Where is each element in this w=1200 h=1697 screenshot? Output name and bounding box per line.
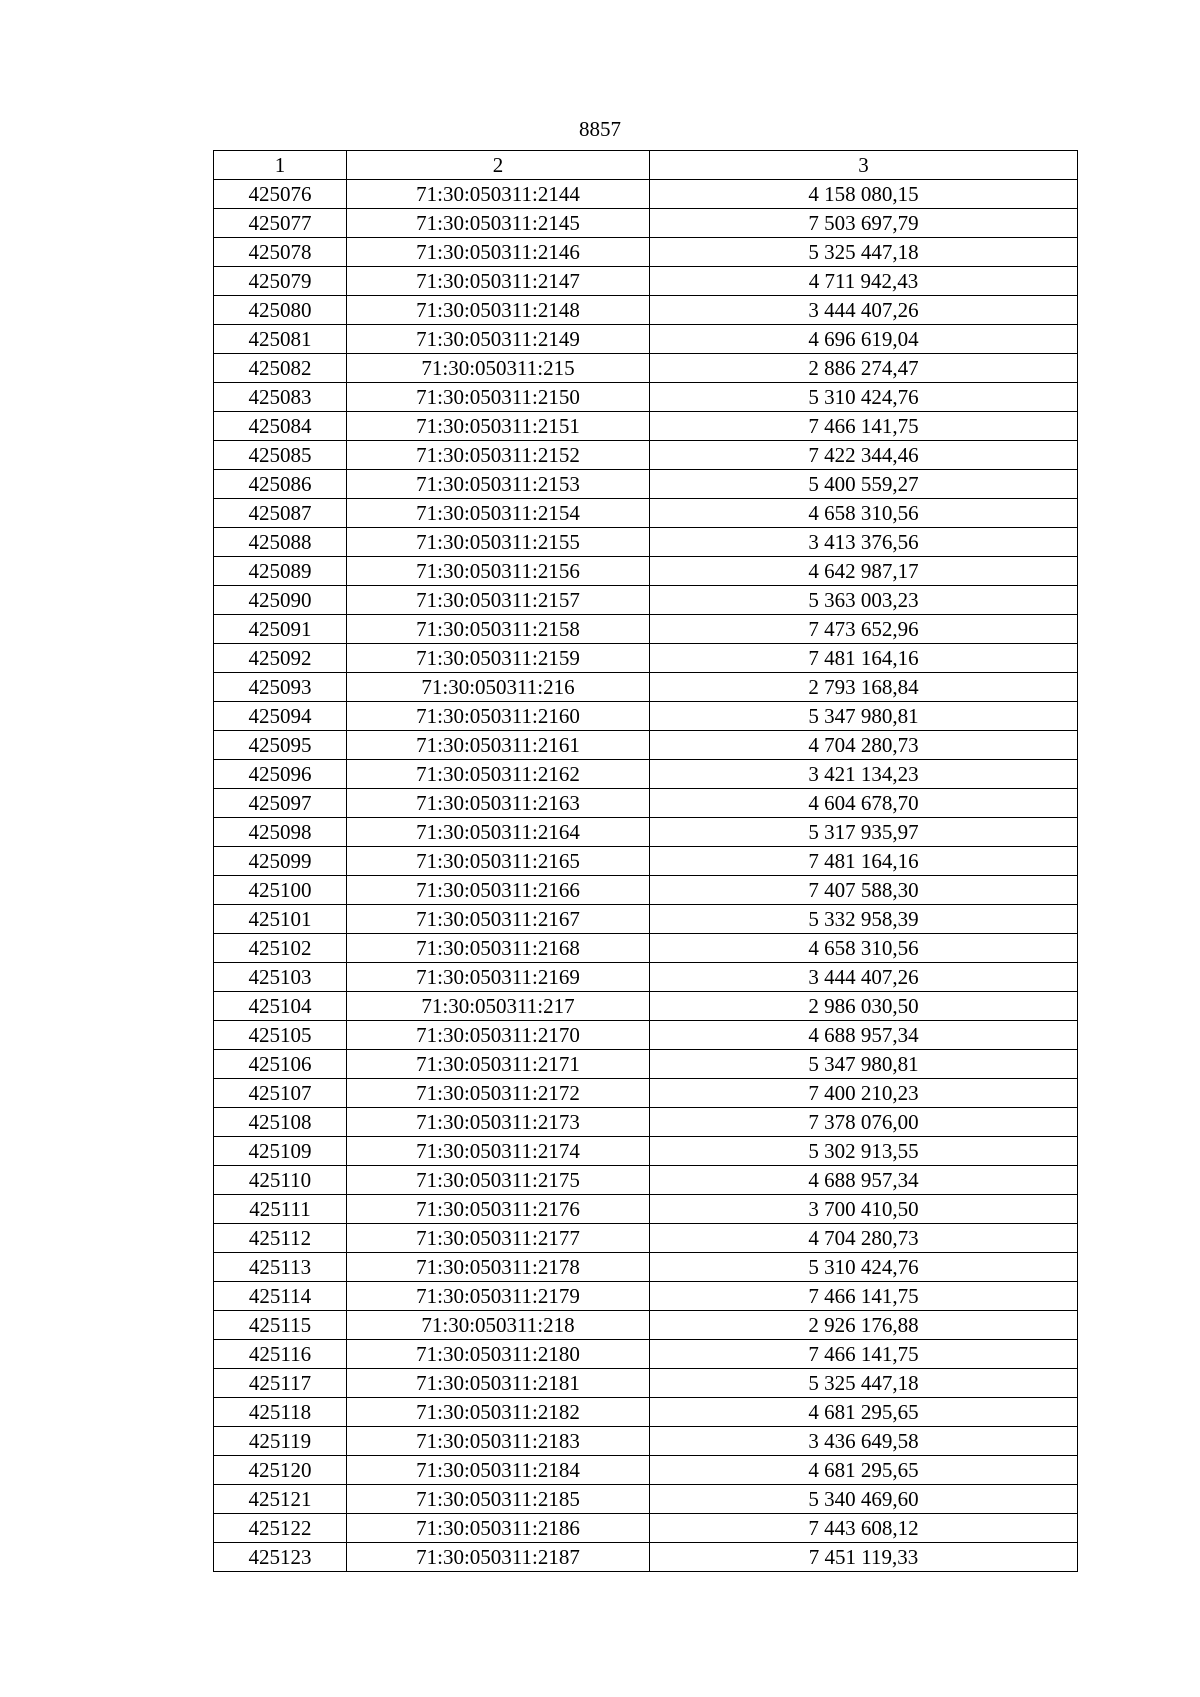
cadastral-number-cell: 71:30:050311:2183 <box>347 1427 650 1456</box>
cadastral-number-cell: 71:30:050311:2167 <box>347 905 650 934</box>
table-row <box>214 180 1078 209</box>
table-row <box>214 1340 1078 1369</box>
table-row <box>214 557 1078 586</box>
value-cell: 4 688 957,34 <box>650 1166 1078 1195</box>
table-row <box>214 702 1078 731</box>
cadastral-number-cell: 71:30:050311:2152 <box>347 441 650 470</box>
row-number-cell: 425077 <box>214 209 347 238</box>
cadastral-number-cell: 71:30:050311:2187 <box>347 1543 650 1572</box>
row-number-cell: 425085 <box>214 441 347 470</box>
row-number-cell: 425096 <box>214 760 347 789</box>
table-row <box>214 789 1078 818</box>
cadastral-number-cell: 71:30:050311:2178 <box>347 1253 650 1282</box>
value-cell: 7 503 697,79 <box>650 209 1078 238</box>
cadastral-number-cell: 71:30:050311:2172 <box>347 1079 650 1108</box>
table-row <box>214 209 1078 238</box>
data-table <box>213 150 1078 1572</box>
row-number-cell: 425093 <box>214 673 347 702</box>
row-number-cell: 425092 <box>214 644 347 673</box>
value-cell: 4 658 310,56 <box>650 499 1078 528</box>
cadastral-number-cell: 71:30:050311:2147 <box>347 267 650 296</box>
cadastral-number-cell: 71:30:050311:2162 <box>347 760 650 789</box>
row-number-cell: 425098 <box>214 818 347 847</box>
value-cell: 7 481 164,16 <box>650 847 1078 876</box>
table-row <box>214 1224 1078 1253</box>
table-row <box>214 296 1078 325</box>
table-row <box>214 760 1078 789</box>
value-cell: 4 704 280,73 <box>650 1224 1078 1253</box>
cadastral-number-cell: 71:30:050311:215 <box>347 354 650 383</box>
value-cell: 5 347 980,81 <box>650 1050 1078 1079</box>
table-row <box>214 1543 1078 1572</box>
table-row <box>214 992 1078 1021</box>
table-row <box>214 847 1078 876</box>
value-cell: 7 443 608,12 <box>650 1514 1078 1543</box>
row-number-cell: 425091 <box>214 615 347 644</box>
cadastral-number-cell: 71:30:050311:2155 <box>347 528 650 557</box>
value-cell: 5 347 980,81 <box>650 702 1078 731</box>
value-cell: 4 642 987,17 <box>650 557 1078 586</box>
cadastral-number-cell: 71:30:050311:2158 <box>347 615 650 644</box>
value-cell: 3 444 407,26 <box>650 296 1078 325</box>
value-cell: 4 158 080,15 <box>650 180 1078 209</box>
table-row <box>214 731 1078 760</box>
table-row <box>214 499 1078 528</box>
value-cell: 7 473 652,96 <box>650 615 1078 644</box>
cadastral-number-cell: 71:30:050311:2166 <box>347 876 650 905</box>
value-cell: 7 466 141,75 <box>650 412 1078 441</box>
cadastral-number-cell: 71:30:050311:216 <box>347 673 650 702</box>
row-number-cell: 425118 <box>214 1398 347 1427</box>
value-cell: 5 310 424,76 <box>650 383 1078 412</box>
row-number-cell: 425108 <box>214 1108 347 1137</box>
table-row <box>214 586 1078 615</box>
cadastral-number-cell: 71:30:050311:2154 <box>347 499 650 528</box>
table-row <box>214 470 1078 499</box>
value-cell: 4 696 619,04 <box>650 325 1078 354</box>
value-cell: 3 700 410,50 <box>650 1195 1078 1224</box>
table-row <box>214 1427 1078 1456</box>
row-number-cell: 425115 <box>214 1311 347 1340</box>
value-cell: 7 400 210,23 <box>650 1079 1078 1108</box>
row-number-cell: 425103 <box>214 963 347 992</box>
cadastral-number-cell: 71:30:050311:2164 <box>347 818 650 847</box>
row-number-cell: 425094 <box>214 702 347 731</box>
table-header-row <box>214 151 1078 180</box>
cadastral-number-cell: 71:30:050311:2144 <box>347 180 650 209</box>
row-number-cell: 425079 <box>214 267 347 296</box>
row-number-cell: 425123 <box>214 1543 347 1572</box>
cadastral-number-cell: 71:30:050311:2173 <box>347 1108 650 1137</box>
cadastral-number-cell: 71:30:050311:217 <box>347 992 650 1021</box>
table-row <box>214 1282 1078 1311</box>
row-number-cell: 425080 <box>214 296 347 325</box>
column-header-3: 3 <box>650 151 1078 180</box>
row-number-cell: 425121 <box>214 1485 347 1514</box>
row-number-cell: 425102 <box>214 934 347 963</box>
cadastral-number-cell: 71:30:050311:2148 <box>347 296 650 325</box>
table-row <box>214 963 1078 992</box>
value-cell: 5 325 447,18 <box>650 1369 1078 1398</box>
value-cell: 4 681 295,65 <box>650 1398 1078 1427</box>
cadastral-number-cell: 71:30:050311:2145 <box>347 209 650 238</box>
row-number-cell: 425117 <box>214 1369 347 1398</box>
value-cell: 4 681 295,65 <box>650 1456 1078 1485</box>
value-cell: 2 986 030,50 <box>650 992 1078 1021</box>
table-row <box>214 238 1078 267</box>
cadastral-number-cell: 71:30:050311:2157 <box>347 586 650 615</box>
value-cell: 4 711 942,43 <box>650 267 1078 296</box>
value-cell: 4 704 280,73 <box>650 731 1078 760</box>
row-number-cell: 425081 <box>214 325 347 354</box>
cadastral-number-cell: 71:30:050311:2151 <box>347 412 650 441</box>
table-row <box>214 354 1078 383</box>
row-number-cell: 425114 <box>214 1282 347 1311</box>
value-cell: 7 481 164,16 <box>650 644 1078 673</box>
column-header-2: 2 <box>347 151 650 180</box>
row-number-cell: 425106 <box>214 1050 347 1079</box>
table-body <box>214 180 1078 1572</box>
table-row <box>214 528 1078 557</box>
column-header-1: 1 <box>214 151 347 180</box>
cadastral-number-cell: 71:30:050311:2146 <box>347 238 650 267</box>
cadastral-number-cell: 71:30:050311:2171 <box>347 1050 650 1079</box>
row-number-cell: 425116 <box>214 1340 347 1369</box>
row-number-cell: 425113 <box>214 1253 347 1282</box>
value-cell: 4 604 678,70 <box>650 789 1078 818</box>
row-number-cell: 425119 <box>214 1427 347 1456</box>
page-number: 8857 <box>579 117 621 141</box>
row-number-cell: 425086 <box>214 470 347 499</box>
row-number-cell: 425087 <box>214 499 347 528</box>
row-number-cell: 425088 <box>214 528 347 557</box>
row-number-cell: 425095 <box>214 731 347 760</box>
row-number-cell: 425105 <box>214 1021 347 1050</box>
row-number-cell: 425122 <box>214 1514 347 1543</box>
row-number-cell: 425082 <box>214 354 347 383</box>
row-number-cell: 425109 <box>214 1137 347 1166</box>
table-row <box>214 1253 1078 1282</box>
table-row <box>214 1108 1078 1137</box>
row-number-cell: 425078 <box>214 238 347 267</box>
cadastral-number-cell: 71:30:050311:2179 <box>347 1282 650 1311</box>
row-number-cell: 425099 <box>214 847 347 876</box>
table-row <box>214 876 1078 905</box>
row-number-cell: 425107 <box>214 1079 347 1108</box>
cadastral-number-cell: 71:30:050311:2156 <box>347 557 650 586</box>
value-cell: 4 688 957,34 <box>650 1021 1078 1050</box>
table-row <box>214 1369 1078 1398</box>
value-cell: 7 451 119,33 <box>650 1543 1078 1572</box>
table-row <box>214 1311 1078 1340</box>
row-number-cell: 425100 <box>214 876 347 905</box>
cadastral-number-cell: 71:30:050311:2159 <box>347 644 650 673</box>
row-number-cell: 425083 <box>214 383 347 412</box>
cadastral-number-cell: 71:30:050311:2160 <box>347 702 650 731</box>
table-row <box>214 934 1078 963</box>
cadastral-number-cell: 71:30:050311:2174 <box>347 1137 650 1166</box>
cadastral-number-cell: 71:30:050311:2163 <box>347 789 650 818</box>
cadastral-number-cell: 71:30:050311:2169 <box>347 963 650 992</box>
cadastral-number-cell: 71:30:050311:2176 <box>347 1195 650 1224</box>
row-number-cell: 425104 <box>214 992 347 1021</box>
value-cell: 3 444 407,26 <box>650 963 1078 992</box>
table-row <box>214 1166 1078 1195</box>
row-number-cell: 425076 <box>214 180 347 209</box>
value-cell: 4 658 310,56 <box>650 934 1078 963</box>
value-cell: 2 793 168,84 <box>650 673 1078 702</box>
table-row <box>214 412 1078 441</box>
table-row <box>214 644 1078 673</box>
table-row <box>214 1021 1078 1050</box>
value-cell: 7 407 588,30 <box>650 876 1078 905</box>
value-cell: 3 436 649,58 <box>650 1427 1078 1456</box>
value-cell: 7 422 344,46 <box>650 441 1078 470</box>
row-number-cell: 425084 <box>214 412 347 441</box>
cadastral-number-cell: 71:30:050311:2186 <box>347 1514 650 1543</box>
table-row <box>214 1456 1078 1485</box>
row-number-cell: 425097 <box>214 789 347 818</box>
table-row <box>214 267 1078 296</box>
value-cell: 7 378 076,00 <box>650 1108 1078 1137</box>
table-row <box>214 441 1078 470</box>
table-row <box>214 325 1078 354</box>
row-number-cell: 425112 <box>214 1224 347 1253</box>
value-cell: 7 466 141,75 <box>650 1282 1078 1311</box>
row-number-cell: 425110 <box>214 1166 347 1195</box>
value-cell: 5 302 913,55 <box>650 1137 1078 1166</box>
value-cell: 5 332 958,39 <box>650 905 1078 934</box>
row-number-cell: 425120 <box>214 1456 347 1485</box>
row-number-cell: 425089 <box>214 557 347 586</box>
value-cell: 2 886 274,47 <box>650 354 1078 383</box>
cadastral-number-cell: 71:30:050311:2168 <box>347 934 650 963</box>
value-cell: 5 340 469,60 <box>650 1485 1078 1514</box>
table-row <box>214 1050 1078 1079</box>
value-cell: 2 926 176,88 <box>650 1311 1078 1340</box>
cadastral-number-cell: 71:30:050311:2153 <box>347 470 650 499</box>
value-cell: 5 325 447,18 <box>650 238 1078 267</box>
cadastral-number-cell: 71:30:050311:2170 <box>347 1021 650 1050</box>
value-cell: 5 317 935,97 <box>650 818 1078 847</box>
cadastral-number-cell: 71:30:050311:2149 <box>347 325 650 354</box>
cadastral-number-cell: 71:30:050311:2150 <box>347 383 650 412</box>
row-number-cell: 425111 <box>214 1195 347 1224</box>
cadastral-number-cell: 71:30:050311:2182 <box>347 1398 650 1427</box>
cadastral-number-cell: 71:30:050311:2177 <box>347 1224 650 1253</box>
table-row <box>214 818 1078 847</box>
value-cell: 5 400 559,27 <box>650 470 1078 499</box>
table-row <box>214 615 1078 644</box>
cadastral-number-cell: 71:30:050311:2181 <box>347 1369 650 1398</box>
table-row <box>214 383 1078 412</box>
table-row <box>214 1195 1078 1224</box>
value-cell: 3 421 134,23 <box>650 760 1078 789</box>
cadastral-number-cell: 71:30:050311:2165 <box>347 847 650 876</box>
row-number-cell: 425090 <box>214 586 347 615</box>
table-row <box>214 905 1078 934</box>
table-row <box>214 1079 1078 1108</box>
table-row <box>214 1398 1078 1427</box>
value-cell: 5 363 003,23 <box>650 586 1078 615</box>
cadastral-number-cell: 71:30:050311:2185 <box>347 1485 650 1514</box>
cadastral-number-cell: 71:30:050311:2180 <box>347 1340 650 1369</box>
value-cell: 5 310 424,76 <box>650 1253 1078 1282</box>
value-cell: 3 413 376,56 <box>650 528 1078 557</box>
table-row <box>214 673 1078 702</box>
cadastral-number-cell: 71:30:050311:2161 <box>347 731 650 760</box>
cadastral-number-cell: 71:30:050311:218 <box>347 1311 650 1340</box>
cadastral-number-cell: 71:30:050311:2175 <box>347 1166 650 1195</box>
table-row <box>214 1137 1078 1166</box>
value-cell: 7 466 141,75 <box>650 1340 1078 1369</box>
row-number-cell: 425101 <box>214 905 347 934</box>
cadastral-number-cell: 71:30:050311:2184 <box>347 1456 650 1485</box>
table-row <box>214 1514 1078 1543</box>
table-row <box>214 1485 1078 1514</box>
